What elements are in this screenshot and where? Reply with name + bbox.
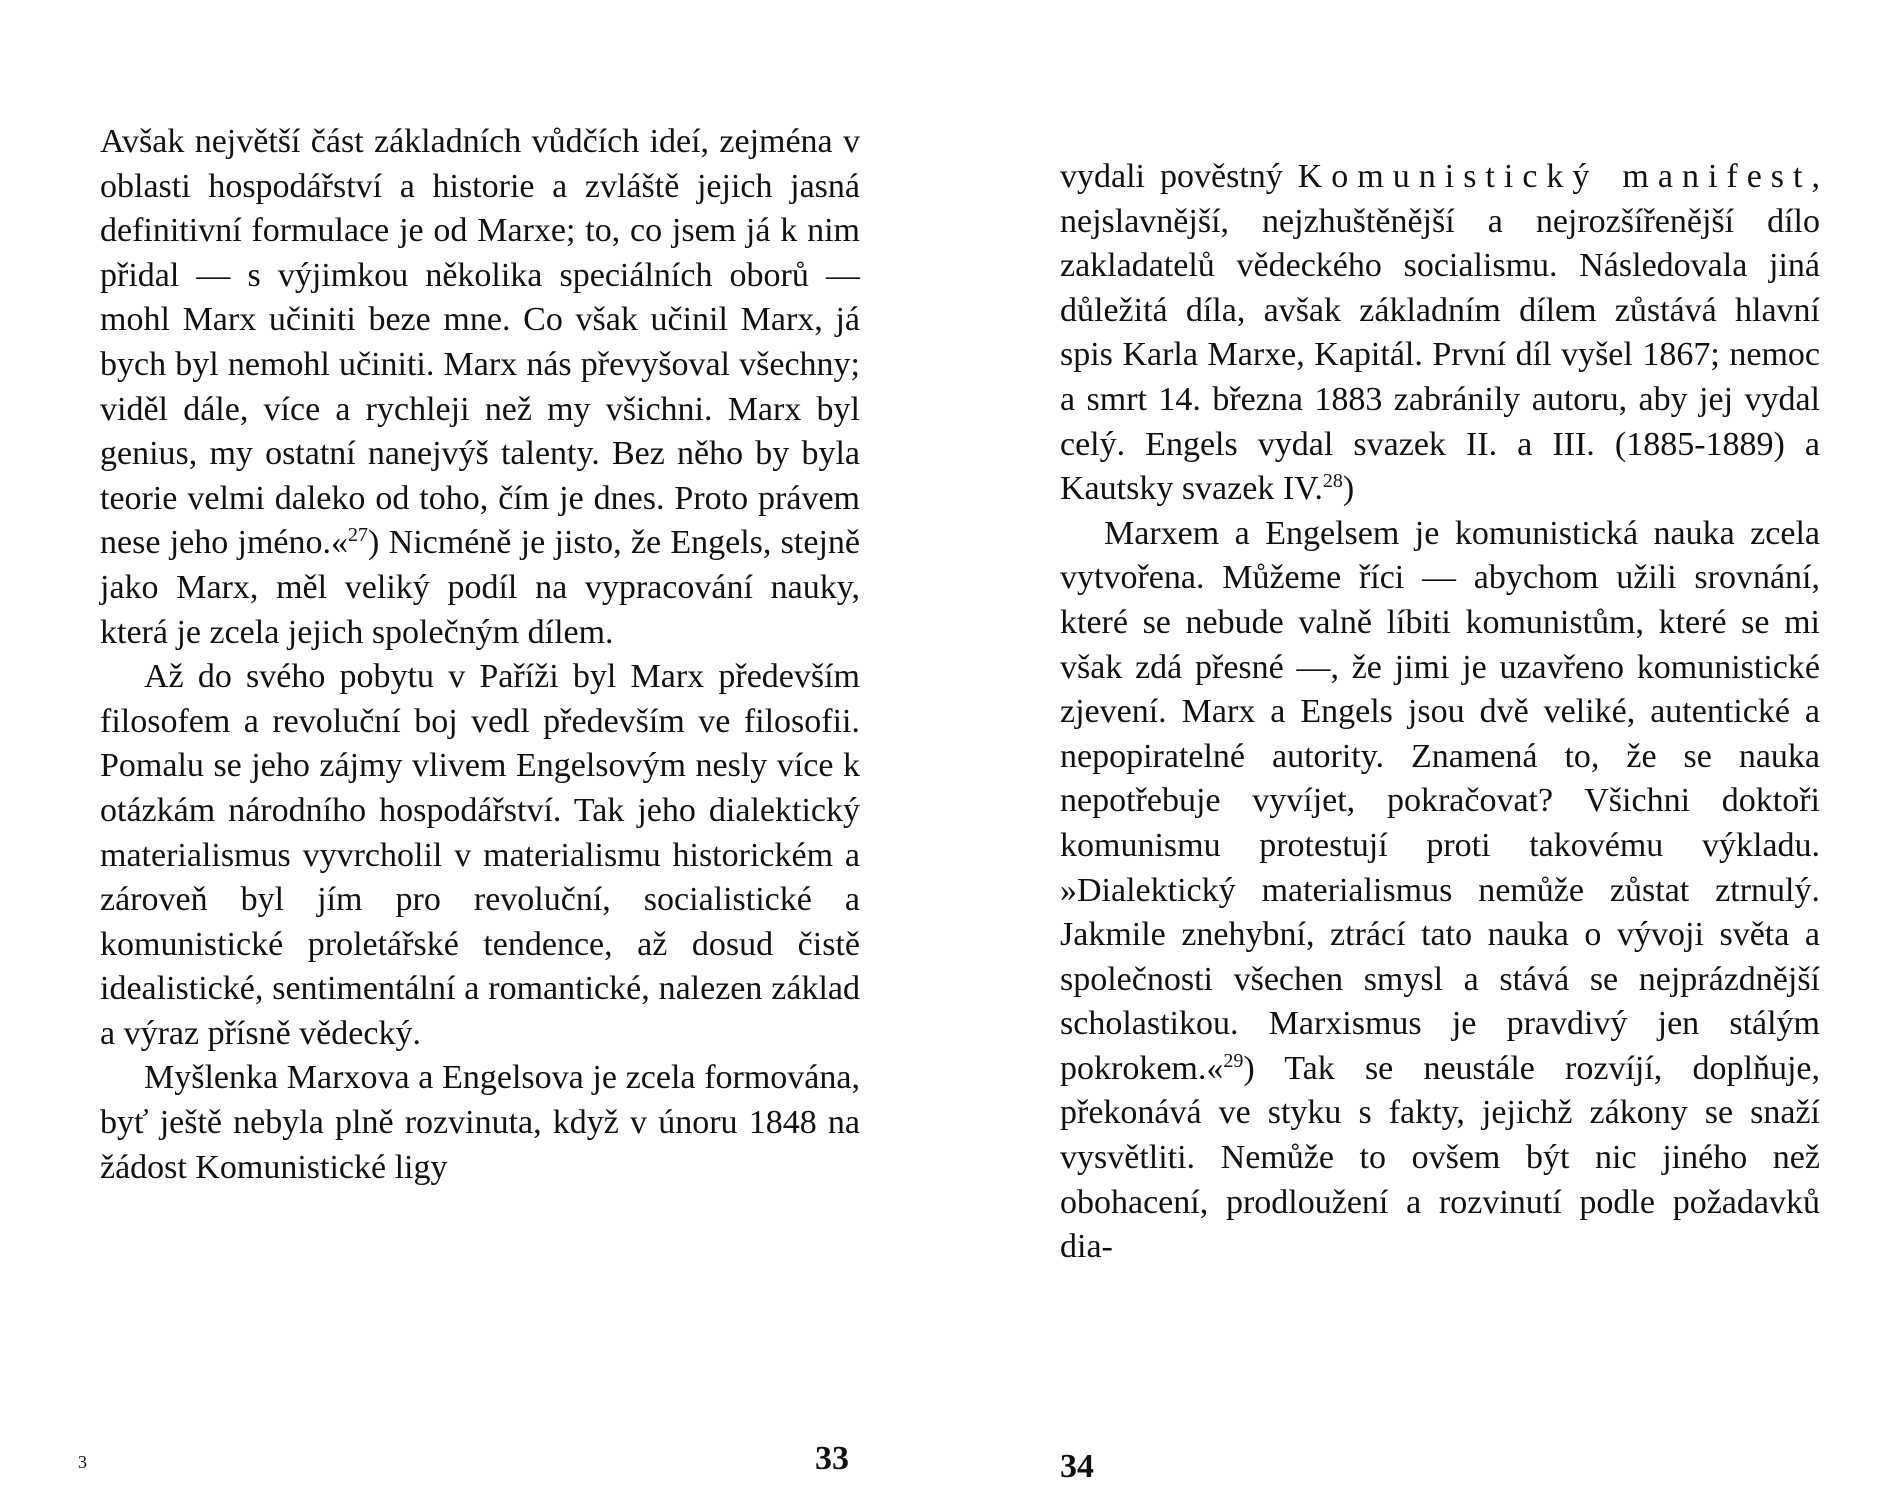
left-page-text <box>100 120 860 1190</box>
paragraph-text: ) Nicméně je jisto, že Engels, stejně jako Marx, měl veliký podíl na vypracování nauky, která je zcela jejich společným dílem. <box>100 524 860 651</box>
paragraph <box>100 120 860 655</box>
paragraph-text: ) <box>1342 470 1355 508</box>
paragraph: Myšlenka Marxova a Engelsova je zcela formována, byť ještě nebyla plně rozvinuta, když v únoru 1848 na žádost Komunistické ligy <box>100 1059 860 1186</box>
paragraph-text: Marxem a Engelsem je komunistická nauka zcela vytvořena. Můžeme říci — abychom užili srovnání, které se nebude valně líbiti komunistům, které se mi však zdá přesné —, že jimi je uzavřeno komunistické zjevení. Marx a Engels jsou dvě veliké, autentické a nepopiratelné autority. Znamená to, že se nauka nepotřebuje vyvíjet, pokračovat? Všichni doktoři komunismu protestují proti takovému výkladu. »Dialektický materialismus nemůže zůstat ztrnulý. Jakmile znehybní, ztrácí tato nauka o vývoji světa a společnosti všechen smysl a stává se nejprázdnější scholastikou. Marxismus je pravdivý jen stálým pokrokem.« <box>1060 514 1820 1087</box>
page-number: 34 <box>1060 1448 1094 1485</box>
page-number: 33 <box>815 1440 849 1477</box>
manifest-title: Komunistický manifest <box>1297 158 1812 195</box>
footnote-ref: 27 <box>348 524 369 547</box>
right-page-text <box>1060 155 1820 1270</box>
footnote-ref: 29 <box>1223 1049 1244 1072</box>
paragraph <box>1060 512 1820 1270</box>
paragraph: Až do svého pobytu v Paříži byl Marx především filosofem a revoluční boj vedl především ve filosofii. Pomalu se jeho zájmy vlivem Engelsovým nesly více k otázkám národního hospodářství. Tak jeho dialektický materialismus vyvrcholil v materialismu historickém a zároveň byl jím pro revoluční, socialistické a komunistické proletářské tendence, až dosud čistě idealistické, sentimentální a romantické, nalezen základ a výraz přísně vědecký. <box>100 658 860 1052</box>
footnote-ref: 28 <box>1322 470 1343 493</box>
paragraph-text: Avšak největší část základních vůdčích ideí, zejména v oblasti hospodářství a historie a zvláště jejich jasná definitivní formulace je od Marxe; to, co jsem já k nim přidal — s výjimkou několika speciálních oborů — mohl Marx učiniti beze mne. Co však učinil Marx, já bych byl nemohl učiniti. Marx nás převyšoval všechny; viděl dále, více a rychleji než my všichni. Marx byl genius, my ostatní nanejvýš talenty. Bez něho by byla teorie velmi daleko od toho, čím je dnes. Proto právem nese jeho jméno.« <box>100 123 860 562</box>
paragraph-text: vydali pověstný <box>1060 158 1298 195</box>
signature-mark: 3 <box>78 1452 87 1472</box>
paragraph <box>1060 155 1820 512</box>
right-page <box>949 0 1898 1500</box>
paragraph-text: ) Tak se neustále rozvíjí, doplňuje, překonává ve styku s fakty, jejichž zákony se snaží vysvětliti. Nemůže to ovšem být nic jiného než obohacení, prodloužení a rozvinutí podle požadavků dia- <box>1060 1049 1820 1266</box>
paragraph-text: , nejslavnější, nejzhuštěnější a nejrozšířenější dílo zakladatelů vědeckého socialismu. Následovala jiná důležitá díla, avšak základním dílem zůstává hlavní spis Karla Marxe, Kapitál. První díl vyšel 1867; nemoc a smrt 14. března 1883 zabránily autoru, aby jej vydal celý. Engels vydal svazek II. a III. (1885-1889) a Kautsky svazek IV. <box>1060 158 1820 508</box>
